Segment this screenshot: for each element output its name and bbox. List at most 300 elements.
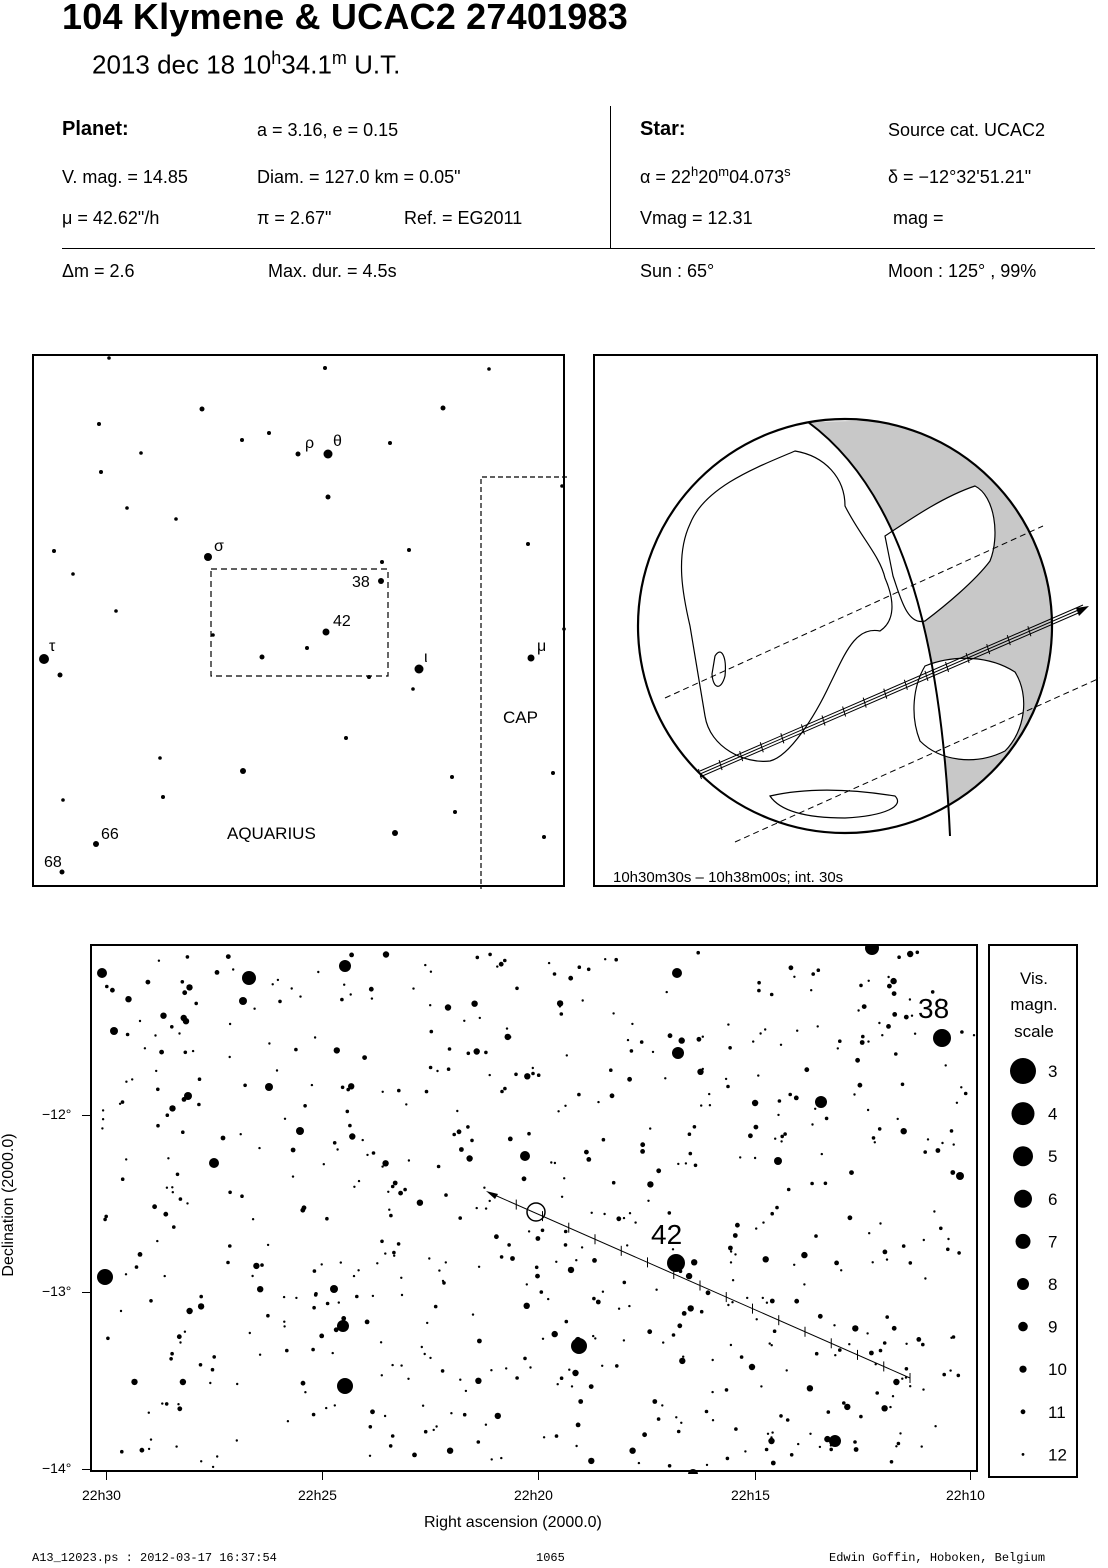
detail-chart: [90, 944, 978, 1472]
field-star: [626, 1244, 628, 1246]
field-star: [796, 1030, 798, 1032]
field-star: [628, 1305, 630, 1307]
field-star: [810, 989, 812, 991]
field-star: [907, 951, 913, 957]
finder-star: [97, 422, 101, 426]
field-star: [859, 1415, 863, 1419]
field-star: [848, 1215, 853, 1220]
field-star: [268, 1042, 270, 1044]
field-star: [314, 1292, 318, 1296]
field-star: [458, 1216, 462, 1220]
field-star: [706, 1290, 711, 1295]
field-star: [97, 1269, 113, 1285]
x-axis-label: Right ascension (2000.0): [424, 1514, 602, 1531]
finder-star: [174, 517, 178, 521]
star-label-rho: ρ: [305, 435, 315, 452]
field-star: [575, 1259, 577, 1261]
asteroid-path: [486, 1191, 910, 1383]
field-star: [582, 999, 584, 1001]
field-star: [541, 1229, 545, 1233]
x-tick-22h30: 22h30: [82, 1487, 121, 1503]
field-star: [618, 1308, 620, 1310]
field-star: [334, 1404, 336, 1406]
field-star: [623, 1281, 627, 1285]
finder-star: [204, 553, 212, 561]
field-star: [770, 993, 774, 997]
header-divider: [610, 106, 611, 248]
field-star: [535, 1266, 539, 1270]
field-star: [916, 951, 920, 955]
field-star: [682, 1356, 684, 1358]
field-star: [341, 1086, 345, 1090]
field-star: [838, 1039, 842, 1043]
field-star: [417, 1200, 423, 1206]
field-star: [165, 1402, 169, 1406]
field-star: [172, 1191, 174, 1193]
field-star: [125, 1273, 127, 1275]
field-star: [627, 1077, 632, 1082]
field-star: [936, 1148, 941, 1153]
field-star: [640, 1149, 645, 1154]
field-star: [323, 1163, 325, 1165]
field-star: [886, 1258, 888, 1260]
finder-star: [161, 795, 165, 799]
field-star: [332, 1352, 334, 1354]
field-star: [819, 1446, 821, 1448]
finder-star: [93, 841, 99, 847]
field-star: [182, 1097, 187, 1102]
field-star: [956, 1102, 958, 1104]
field-star: [616, 1216, 621, 1221]
field-star: [789, 965, 794, 970]
field-star: [764, 1028, 766, 1030]
field-star: [656, 1168, 661, 1173]
field-star: [642, 1432, 647, 1437]
field-star: [887, 976, 889, 978]
field-star: [292, 1175, 294, 1177]
star-mag: mag =: [893, 208, 944, 228]
field-star: [215, 970, 220, 975]
globe-caption: 10h30m30s – 10h38m00s; int. 30s: [613, 869, 844, 886]
field-star: [408, 1159, 410, 1161]
field-star: [885, 1315, 889, 1319]
field-star: [874, 1141, 876, 1143]
field-star: [372, 1151, 376, 1155]
field-star: [452, 1133, 456, 1137]
field-star: [941, 1142, 943, 1144]
field-star: [520, 1151, 530, 1161]
field-star: [336, 1148, 338, 1150]
field-star: [766, 1302, 768, 1304]
finder-star: [326, 495, 331, 500]
field-star: [524, 1303, 530, 1309]
field-star: [950, 1129, 954, 1133]
field-star: [803, 1283, 805, 1285]
field-star: [924, 1277, 926, 1279]
field-star: [181, 980, 185, 984]
finder-star: [267, 431, 271, 435]
field-star: [97, 968, 107, 978]
field-star: [817, 1025, 819, 1027]
field-star: [448, 1047, 452, 1051]
field-star: [757, 981, 761, 985]
continent-africa-europe: [681, 451, 891, 761]
field-star: [712, 1359, 714, 1361]
star-ra: $\alpha = 22^h20^m04.073^s$: [640, 164, 791, 187]
field-star: [957, 1374, 961, 1378]
field-star: [158, 960, 160, 962]
field-star: [964, 1092, 968, 1096]
field-star: [382, 1091, 384, 1093]
field-star: [337, 1320, 349, 1332]
field-star: [572, 1370, 578, 1376]
field-star: [505, 1034, 511, 1040]
field-star: [740, 1355, 744, 1359]
field-star: [510, 1256, 515, 1261]
legend-title-2: magn.: [1010, 995, 1058, 1014]
field-star: [179, 1341, 181, 1343]
field-star: [465, 1390, 467, 1392]
finder-star: [99, 470, 103, 474]
field-star: [120, 1450, 124, 1454]
globe-panel: [593, 354, 1098, 887]
finder-star: [61, 798, 65, 802]
field-star: [838, 1348, 842, 1352]
field-star: [456, 1110, 458, 1112]
field-star: [198, 1077, 202, 1081]
field-star: [779, 1414, 783, 1418]
field-star: [540, 1290, 544, 1294]
field-star: [790, 1453, 794, 1457]
field-star: [854, 1447, 859, 1452]
field-star: [679, 1037, 685, 1043]
field-star: [156, 1124, 160, 1128]
field-star: [176, 1173, 180, 1177]
field-star: [350, 993, 352, 995]
continent-antarctica: [770, 790, 898, 818]
field-star: [623, 1339, 625, 1341]
field-star: [771, 1461, 776, 1466]
field-star: [688, 1305, 694, 1311]
field-star: [584, 1150, 589, 1155]
field-star: [804, 1067, 809, 1072]
field-star: [489, 1074, 491, 1076]
legend-dot: [1013, 1146, 1033, 1166]
field-star: [627, 1039, 629, 1041]
field-star: [284, 1118, 286, 1120]
finder-star: [526, 542, 530, 546]
field-star: [169, 1357, 173, 1361]
field-star: [346, 1110, 350, 1114]
field-star: [372, 1295, 374, 1297]
finder-star: [450, 775, 454, 779]
field-star: [527, 1132, 531, 1136]
field-star: [564, 1105, 566, 1107]
field-star: [705, 1410, 709, 1414]
field-star: [365, 1320, 370, 1325]
field-star: [700, 1104, 702, 1106]
field-star: [166, 1187, 168, 1189]
field-star: [380, 1240, 384, 1244]
field-star: [211, 1368, 215, 1372]
field-star: [735, 1223, 740, 1228]
path-arrow: [486, 1191, 498, 1199]
field-star: [125, 996, 131, 1002]
magnitude-drop: Δm = 2.6: [62, 261, 135, 281]
field-star: [438, 1269, 440, 1271]
field-star: [391, 1364, 393, 1366]
field-star: [825, 1117, 829, 1121]
field-star: [444, 1193, 448, 1197]
finder-star: [380, 560, 384, 564]
constellation-border: [481, 477, 567, 889]
field-star: [810, 1182, 814, 1186]
field-star: [240, 1194, 244, 1198]
finder-star: [487, 367, 491, 371]
field-star: [763, 1256, 769, 1262]
event-title: 104 Klymene & UCAC2 27401983: [62, 0, 628, 37]
legend-dot: [1017, 1278, 1029, 1290]
max-duration: Max. dur. = 4.5s: [268, 261, 397, 281]
field-star: [528, 1230, 530, 1232]
field-star: [691, 1259, 697, 1265]
field-star: [840, 1269, 842, 1271]
field-star: [265, 1083, 273, 1091]
field-star: [702, 1036, 704, 1038]
field-star: [508, 1137, 513, 1142]
field-star: [878, 1022, 880, 1024]
finder-star: [71, 572, 75, 576]
field-star: [830, 1444, 832, 1446]
legend-dot: [1019, 1366, 1026, 1373]
field-star: [899, 1432, 901, 1434]
field-star: [571, 1385, 573, 1387]
field-star: [973, 1034, 975, 1036]
field-star: [689, 1152, 693, 1156]
field-star: [560, 1012, 564, 1016]
field-star: [503, 1087, 507, 1091]
field-star: [744, 1450, 746, 1452]
field-star: [652, 1051, 654, 1053]
field-star: [557, 1383, 559, 1385]
field-star: [901, 1378, 903, 1380]
field-star: [668, 1033, 673, 1038]
field-star: [330, 1285, 338, 1293]
field-star: [609, 1068, 613, 1072]
finder-star: [125, 506, 129, 510]
field-star: [749, 1364, 755, 1370]
field-star: [664, 1077, 666, 1079]
field-star: [535, 1274, 540, 1279]
header-rule: [62, 248, 1095, 249]
field-star: [894, 1052, 898, 1056]
field-star: [867, 1040, 869, 1042]
field-star: [209, 1158, 219, 1168]
field-star: [762, 1297, 764, 1299]
x-tick-22h10: 22h10: [946, 1487, 985, 1503]
field-star: [801, 1252, 807, 1258]
field-star: [287, 1420, 289, 1422]
planet-reference: Ref. = EG2011: [404, 208, 523, 228]
field-star: [170, 1025, 174, 1029]
legend-title-1: Vis.: [1019, 969, 1049, 988]
field-star: [794, 1096, 799, 1101]
planet-vmag: V. mag. = 14.85: [62, 167, 188, 187]
field-star: [829, 1448, 833, 1452]
field-star: [553, 972, 557, 976]
field-star: [780, 1044, 782, 1046]
finder-star: [453, 810, 457, 814]
field-star: [228, 1191, 232, 1195]
field-star: [878, 1127, 882, 1131]
field-star: [667, 1254, 685, 1272]
field-star: [334, 1047, 340, 1053]
field-star: [495, 1413, 501, 1419]
star-dec: δ = −12°32'51.21": [888, 167, 1032, 187]
field-star: [933, 1029, 951, 1047]
field-star: [514, 1073, 518, 1077]
field-star: [597, 1101, 599, 1103]
field-star: [140, 1448, 145, 1453]
field-star: [369, 1455, 371, 1457]
field-star: [362, 1139, 364, 1141]
field-star: [459, 1147, 464, 1152]
field-star: [769, 1342, 771, 1344]
field-star: [612, 1181, 616, 1185]
field-star: [494, 1234, 499, 1239]
legend-label: 4: [1048, 1104, 1058, 1124]
field-star: [893, 1379, 899, 1385]
field-star: [771, 1344, 773, 1346]
field-star: [787, 1188, 791, 1192]
field-star: [441, 1369, 445, 1373]
field-star: [505, 1367, 507, 1369]
field-star: [631, 1023, 633, 1025]
planet-motion: μ = 42.62"/h: [62, 208, 160, 228]
finder-chart: [32, 354, 565, 887]
field-star: [811, 1123, 813, 1125]
field-star: [592, 1297, 596, 1301]
field-star: [148, 1412, 150, 1414]
field-star: [728, 1246, 733, 1251]
field-star: [135, 1265, 139, 1269]
field-star: [748, 1133, 753, 1138]
star-label-68: 68: [44, 854, 62, 871]
field-star: [950, 1337, 952, 1339]
field-star: [568, 1369, 570, 1371]
field-star: [291, 1148, 296, 1153]
field-star: [485, 1424, 487, 1426]
legend-title-3: scale: [1014, 1022, 1054, 1041]
field-star: [697, 1069, 703, 1075]
field-star: [727, 1023, 729, 1025]
field-star: [774, 1157, 782, 1165]
field-star: [853, 1440, 857, 1444]
field-star: [730, 1250, 732, 1252]
field-star: [848, 1343, 850, 1345]
field-star: [212, 1466, 214, 1468]
field-star: [483, 1187, 485, 1189]
field-star: [774, 1138, 776, 1140]
field-star: [679, 1270, 683, 1274]
field-star: [905, 1367, 909, 1371]
field-star: [477, 1339, 482, 1344]
field-star: [708, 1093, 710, 1095]
field-star: [548, 962, 550, 964]
field-star: [565, 1320, 569, 1324]
field-star: [371, 997, 373, 999]
finder-star: [240, 768, 246, 774]
field-star: [183, 1018, 189, 1024]
finder-star: [411, 687, 415, 691]
field-star: [953, 1143, 955, 1145]
field-star: [859, 984, 863, 988]
globe-svg: [595, 356, 1100, 889]
field-star: [629, 1212, 631, 1214]
field-star: [833, 1324, 835, 1326]
field-star: [934, 1425, 936, 1427]
field-star: [216, 1455, 218, 1457]
field-star: [555, 1434, 559, 1438]
field-star: [450, 1412, 452, 1414]
field-star: [490, 1369, 492, 1371]
field-star: [858, 1083, 863, 1088]
field-star: [341, 1316, 346, 1321]
field-star: [429, 1004, 431, 1006]
planet-parallax: π = 2.67": [257, 208, 332, 228]
field-star: [393, 1255, 395, 1257]
field-star: [197, 1103, 201, 1107]
field-star: [892, 1395, 894, 1397]
field-star: [815, 1096, 827, 1108]
field-star: [688, 1469, 698, 1474]
field-star: [313, 1269, 317, 1273]
field-star: [700, 1310, 704, 1314]
field-star: [181, 1130, 185, 1134]
field-star: [630, 1049, 634, 1053]
field-star: [383, 951, 389, 957]
planet-diameter: Diam. = 127.0 km = 0.05": [257, 167, 461, 187]
field-star: [358, 1180, 360, 1182]
field-star: [294, 1048, 298, 1052]
field-star: [182, 990, 187, 995]
star-label-tau: τ: [49, 638, 56, 655]
field-star: [674, 1051, 678, 1055]
field-star: [353, 1275, 355, 1277]
field-star: [506, 1027, 508, 1029]
finder-star: [39, 654, 49, 664]
field-star: [391, 1434, 395, 1438]
field-star: [523, 1357, 527, 1361]
field-star: [285, 1349, 289, 1353]
field-star: [251, 1275, 253, 1277]
field-star: [381, 1374, 383, 1376]
field-star: [682, 1311, 687, 1316]
field-star: [381, 1165, 383, 1167]
field-star: [343, 984, 345, 986]
field-star: [589, 1384, 594, 1389]
field-star: [773, 1329, 777, 1333]
y-axis-label: Declination (2000.0): [0, 1133, 17, 1277]
field-star: [259, 1354, 261, 1356]
constellation-label: AQUARIUS: [227, 824, 316, 843]
field-star: [752, 1040, 754, 1042]
field-star: [711, 1391, 713, 1393]
field-star: [677, 1163, 679, 1165]
field-star: [680, 1422, 682, 1424]
finder-star: [200, 407, 205, 412]
legend-entries: [1010, 1058, 1067, 1464]
